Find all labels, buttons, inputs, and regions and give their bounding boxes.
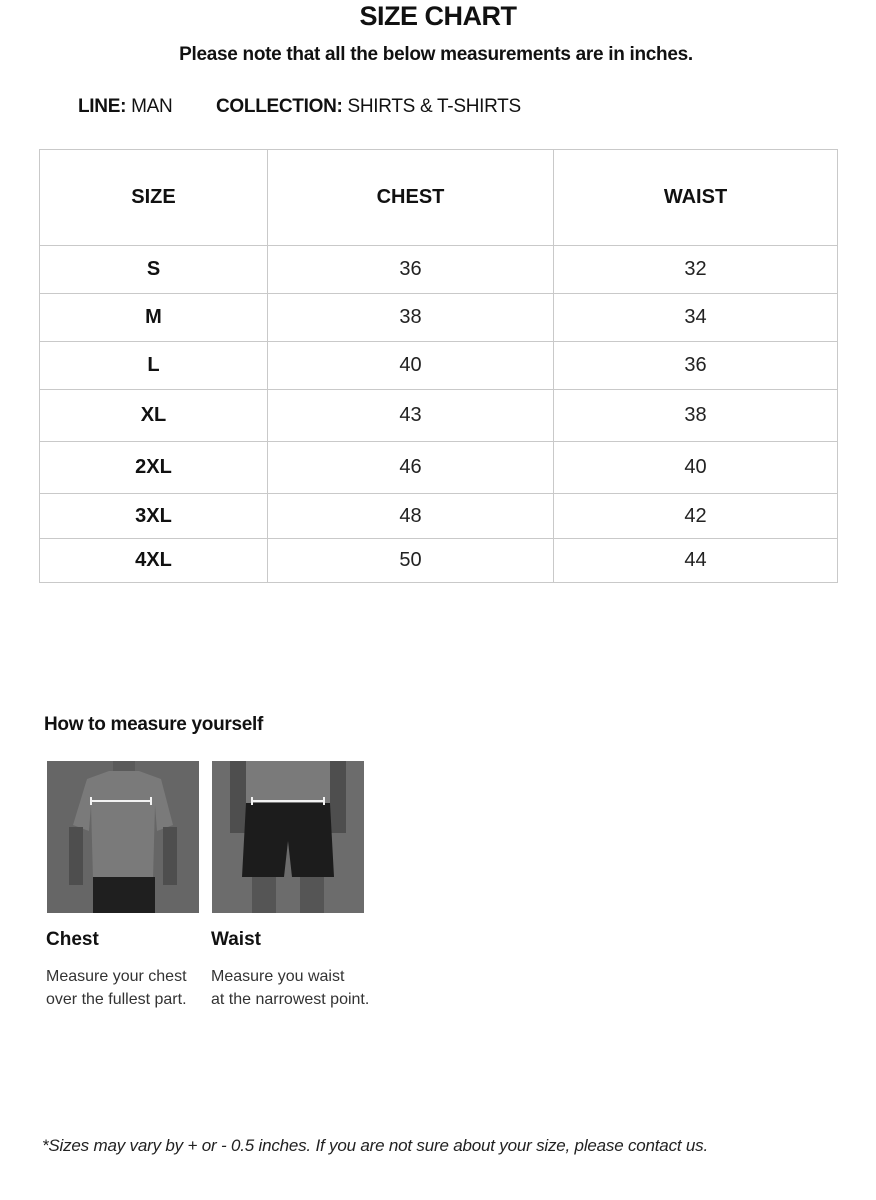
table-row xyxy=(40,390,838,442)
size-table xyxy=(39,149,838,583)
waist-title: Waist xyxy=(211,929,261,950)
waist-measure-photo xyxy=(212,761,364,913)
waist-desc-line: Measure you waist xyxy=(211,968,345,985)
collection-info xyxy=(216,96,521,118)
table-row xyxy=(40,442,838,494)
line-info xyxy=(78,96,172,118)
collection-value: SHIRTS & T-SHIRTS xyxy=(347,96,521,117)
chest-description xyxy=(46,965,187,1011)
size-cell: 3XL xyxy=(40,494,268,539)
waist-cell: 34 xyxy=(554,294,838,342)
chest-desc-line: Measure your chest xyxy=(46,968,187,985)
size-cell: M xyxy=(40,294,268,342)
chest-cell: 38 xyxy=(268,294,554,342)
line-label: LINE: xyxy=(78,96,127,117)
header-waist: WAIST xyxy=(554,150,838,246)
waist-cell: 38 xyxy=(554,390,838,442)
waist-cell: 36 xyxy=(554,342,838,390)
waist-cell: 42 xyxy=(554,494,838,539)
chest-cell: 43 xyxy=(268,390,554,442)
chest-measure-photo xyxy=(47,761,199,913)
measurement-note: Please note that all the below measurements are in inches. xyxy=(179,44,693,65)
waist-description xyxy=(211,965,369,1011)
size-cell: 2XL xyxy=(40,442,268,494)
chest-cell: 48 xyxy=(268,494,554,539)
table-row xyxy=(40,294,838,342)
size-variance-footnote: *Sizes may vary by + or - 0.5 inches. If you are not sure about your size, please contact us. xyxy=(42,1136,708,1155)
table-row xyxy=(40,494,838,539)
waist-desc-line: at the narrowest point. xyxy=(211,991,370,1008)
table-header-row xyxy=(40,150,838,246)
size-cell: 4XL xyxy=(40,539,268,583)
size-cell: L xyxy=(40,342,268,390)
table-row xyxy=(40,342,838,390)
size-cell: S xyxy=(40,246,268,294)
waist-cell: 44 xyxy=(554,539,838,583)
chest-cell: 40 xyxy=(268,342,554,390)
chest-cell: 46 xyxy=(268,442,554,494)
chest-desc-line: over the fullest part. xyxy=(46,991,187,1008)
chest-title: Chest xyxy=(46,929,99,950)
line-value: MAN xyxy=(131,96,173,117)
page-title: SIZE CHART xyxy=(359,1,517,31)
waist-cell: 40 xyxy=(554,442,838,494)
table-row xyxy=(40,539,838,583)
table-row xyxy=(40,246,838,294)
size-cell: XL xyxy=(40,390,268,442)
measure-heading: How to measure yourself xyxy=(44,714,264,735)
header-chest: CHEST xyxy=(268,150,554,246)
collection-label: COLLECTION: xyxy=(216,96,343,117)
header-size: SIZE xyxy=(40,150,268,246)
chest-cell: 50 xyxy=(268,539,554,583)
chest-cell: 36 xyxy=(268,246,554,294)
waist-cell: 32 xyxy=(554,246,838,294)
